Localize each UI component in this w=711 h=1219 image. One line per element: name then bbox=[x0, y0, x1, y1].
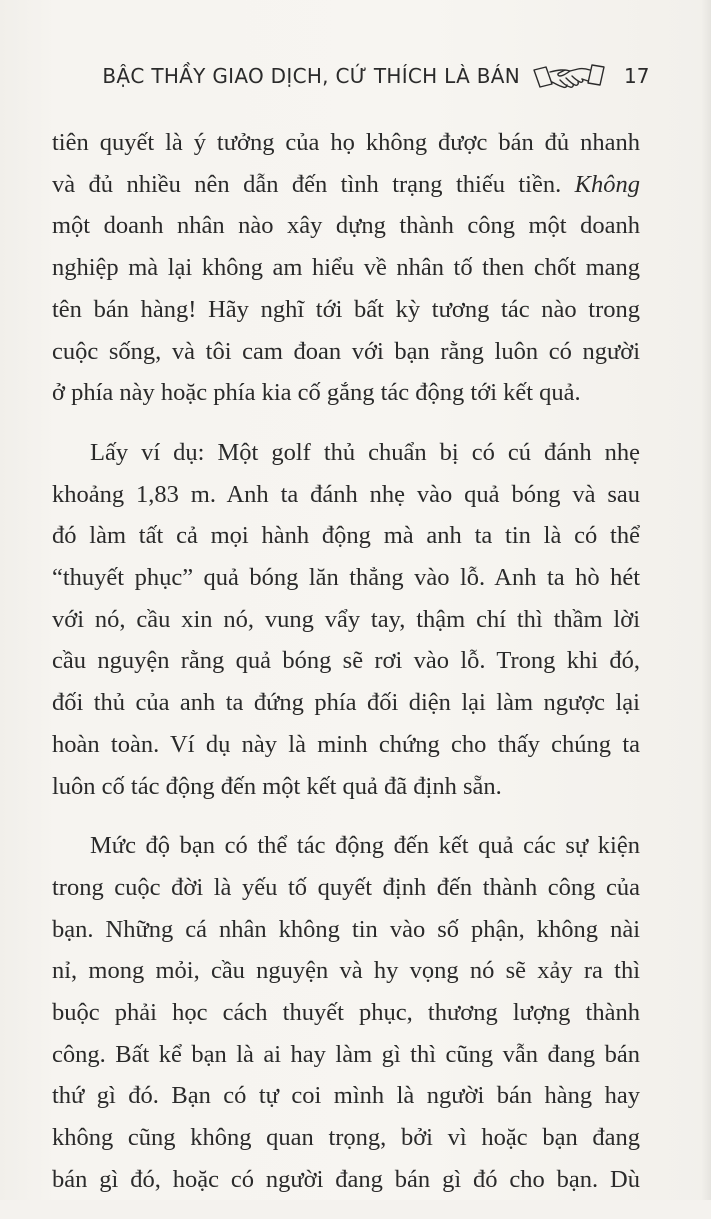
text-line: luôn cố tác động đến một kết quả đã định sẵn. bbox=[52, 772, 502, 800]
text-line: một doanh nhân nào xây dựng thành công một doanh bbox=[52, 212, 640, 240]
text-line: công. Bất kể bạn là ai hay làm gì thì cũng vẫn đang bán bbox=[52, 1040, 640, 1068]
text-line: “thuyết phục” quả bóng lăn thẳng vào lỗ. Anh ta hò hét bbox=[52, 564, 640, 592]
paragraph-2 bbox=[52, 432, 640, 807]
text-line: bán gì đó, hoặc có người đang bán gì đó cho bạn. Dù bbox=[52, 1165, 640, 1193]
text-segment: và đủ nhiều nên dẫn đến tình trạng thiếu tiền. bbox=[52, 170, 575, 198]
running-title: BẬC THẦY GIAO DỊCH, CỨ THÍCH LÀ BÁN bbox=[102, 64, 520, 88]
text-line: nghiệp mà lại không am hiểu về nhân tố then chốt mang bbox=[52, 254, 640, 282]
text-line: tiên quyết là ý tưởng của họ không được bán đủ nhanh bbox=[52, 129, 640, 156]
page-edge-shadow bbox=[701, 0, 711, 1200]
paragraph-3 bbox=[52, 825, 640, 1200]
text-line: Mức độ bạn có thể tác động đến kết quả các sự kiện bbox=[90, 832, 640, 860]
text-line: ở phía này hoặc phía kia cố gắng tác động tới kết quả. bbox=[52, 379, 581, 407]
body-text bbox=[52, 122, 640, 1219]
text-line: không cũng không quan trọng, bởi vì hoặc bạn đang bbox=[52, 1124, 640, 1152]
emphasis-word: Không bbox=[574, 170, 640, 198]
text-line: hoàn toàn. Ví dụ này là minh chứng cho thấy chúng ta bbox=[52, 730, 640, 758]
text-line: Lấy ví dụ: Một golf thủ chuẩn bị có cú đánh nhẹ bbox=[90, 438, 640, 466]
handshake-icon bbox=[532, 62, 606, 92]
text-line: bạn. Những cá nhân không tin vào số phận, không nài bbox=[52, 915, 640, 943]
text-line: thứ gì đó. Bạn có tự coi mình là người bán hàng hay bbox=[52, 1082, 640, 1110]
text-line: nỉ, mong mỏi, cầu nguyện và hy vọng nó sẽ xảy ra thì bbox=[52, 957, 640, 985]
text-line: với nó, cầu xin nó, vung vẩy tay, thậm chí thì thầm lời bbox=[52, 605, 640, 633]
text-line: cuộc sống, và tôi cam đoan với bạn rằng luôn có người bbox=[52, 337, 640, 365]
text-line: buộc phải học cách thuyết phục, thương lượng thành bbox=[52, 999, 640, 1027]
text-line: cầu nguyện rằng quả bóng sẽ rơi vào lỗ. Trong khi đó, bbox=[52, 647, 640, 675]
page-number: 17 bbox=[624, 64, 650, 88]
text-line: tên bán hàng! Hãy nghĩ tới bất kỳ tương tác nào trong bbox=[52, 295, 640, 323]
text-line: trong cuộc đời là yếu tố quyết định đến thành công của bbox=[52, 873, 640, 901]
text-line: đó làm tất cả mọi hành động mà anh ta tin là có thể bbox=[52, 522, 640, 550]
page-header bbox=[0, 62, 711, 96]
paragraph-1 bbox=[52, 122, 640, 414]
text-line: khoảng 1,83 m. Anh ta đánh nhẹ vào quả bóng và sau bbox=[52, 480, 640, 508]
text-line bbox=[52, 164, 640, 206]
text-line: đối thủ của anh ta đứng phía đối diện lại làm ngược lại bbox=[52, 689, 640, 717]
